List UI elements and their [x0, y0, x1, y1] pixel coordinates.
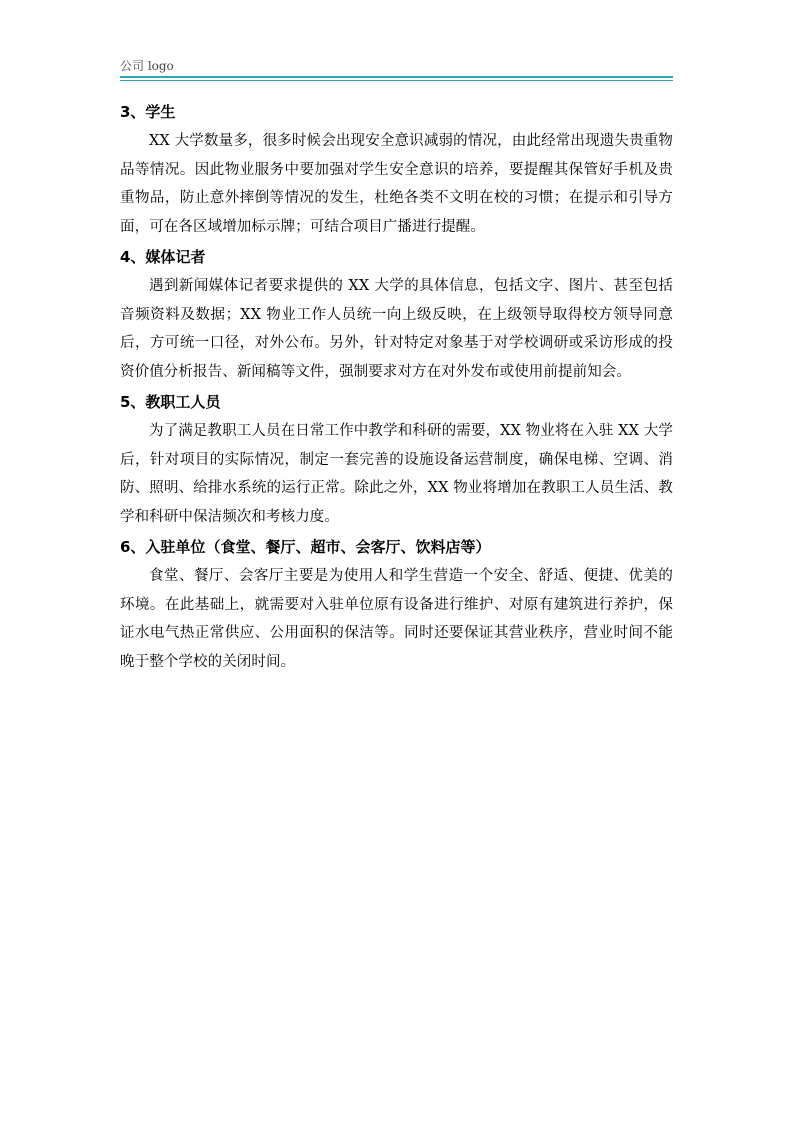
section-resident-units [120, 533, 673, 676]
section-media-reporters [120, 243, 673, 386]
section-title: 3、学生 [120, 103, 176, 121]
header-divider-thin [120, 80, 673, 81]
section-title: 4、媒体记者 [120, 248, 206, 266]
header-divider [120, 76, 673, 78]
section-paragraph: 遇到新闻媒体记者要求提供的 XX 大学的具体信息，包括文字、图片、甚至包括音频资料及数据；XX 物业工作人员统一向上级反映，在上级领导取得校方领导同意后，方可统一口径，对外公布。另外，针对特定对象基于对学校调研或采访形成的投资价值分析报告、新闻稿等文件，强制要求对方在对外发布或使用前提前知会。 [120, 278, 673, 380]
section-title: 6、入驻单位（食堂、餐厅、超市、会客厅、饮料店等） [120, 538, 491, 556]
section-faculty-staff [120, 388, 673, 531]
section-title: 5、教职工人员 [120, 393, 221, 411]
section-paragraph: 为了满足教职工人员在日常工作中教学和科研的需要，XX 物业将在入驻 XX 大学后，针对项目的实际情况，制定一套完善的设施设备运营制度，确保电梯、空调、消防、照明、给排水系统的运行正常。除此之外，XX 物业将增加在教职工人员生活、教学和科研中保洁频次和考核力度。 [120, 423, 673, 525]
document-body [120, 98, 673, 678]
section-paragraph: 食堂、餐厅、会客厅主要是为使用人和学生营造一个安全、舒适、便捷、优美的环境。在此基础上，就需要对入驻单位原有设备进行维护、对原有建筑进行养护，保证水电气热正常供应、公用面积的保洁等。同时还要保证其营业秩序，营业时间不能晚于整个学校的关闭时间。 [120, 568, 673, 670]
page-header [120, 58, 673, 81]
section-students [120, 98, 673, 241]
section-paragraph: XX 大学数量多，很多时候会出现安全意识减弱的情况，由此经常出现遗失贵重物品等情况。因此物业服务中要加强对学生安全意识的培养，要提醒其保管好手机及贵重物品，防止意外摔倒等情况的发生，杜绝各类不文明在校的习惯；在提示和引导方面，可在各区域增加标示牌；可结合项目广播进行提醒。 [120, 133, 673, 235]
company-logo-text: 公司 logo [120, 59, 174, 73]
